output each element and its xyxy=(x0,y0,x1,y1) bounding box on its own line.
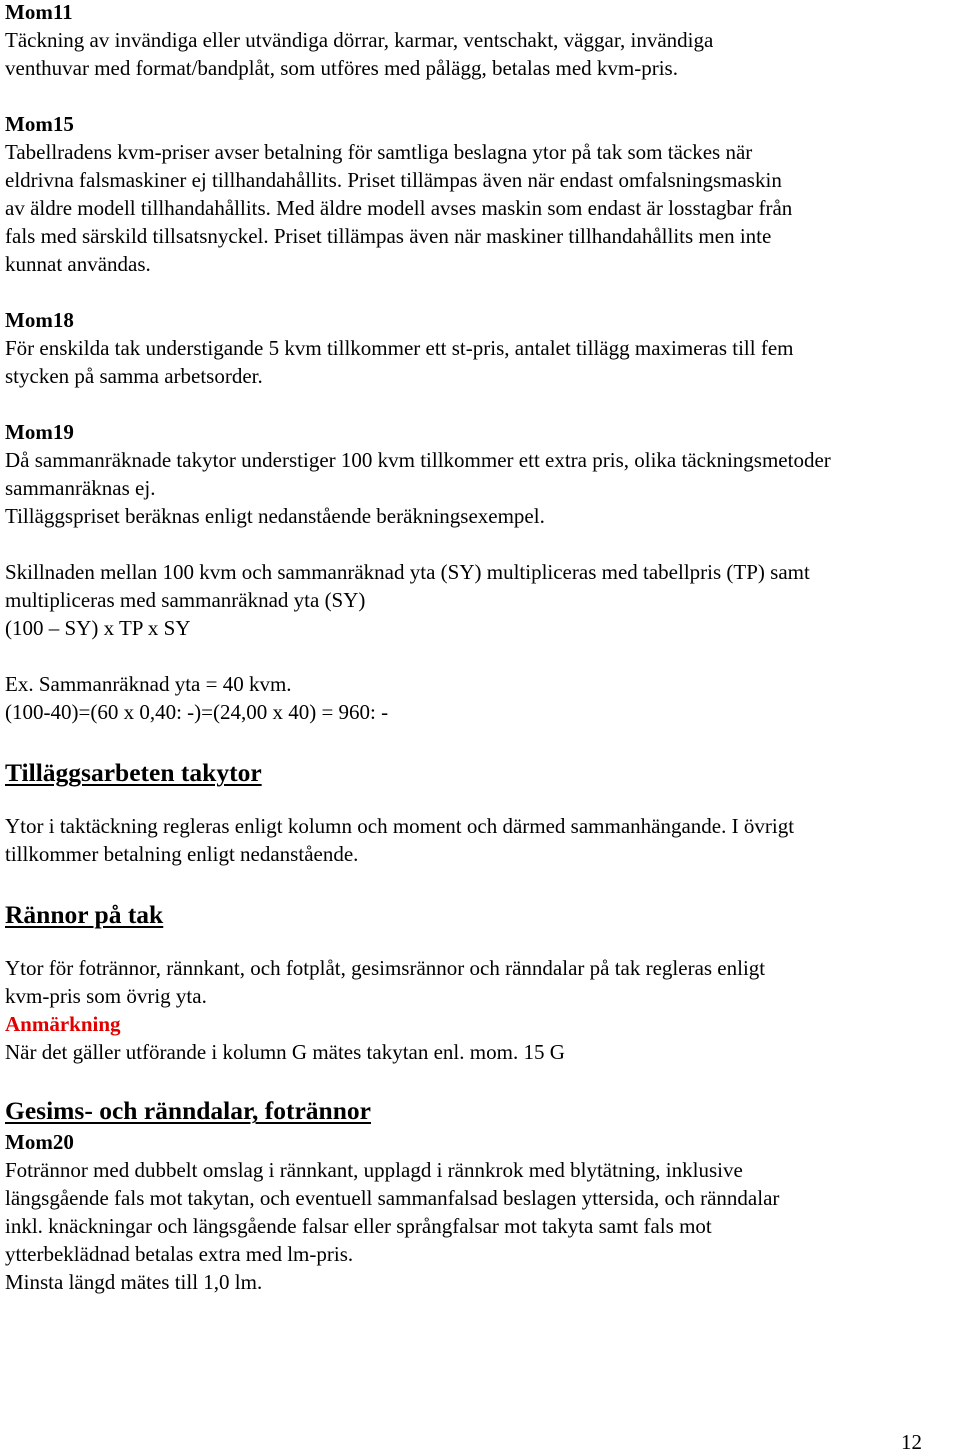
note-line: När det gäller utförande i kolumn G mätes takytan enl. mom. 15 G xyxy=(5,1040,565,1064)
mom15-line-5: kunnat användas. xyxy=(5,252,151,276)
heading-tillaggsarbeten: Tilläggsarbeten takytor xyxy=(5,758,262,787)
heading-gesims: Gesims- och ränndalar, fotrännor xyxy=(5,1096,371,1125)
calculation-line-1: Skillnaden mellan 100 kvm och sammanräknad yta (SY) multipliceras med tabellpris (TP) samt xyxy=(5,560,810,584)
mom20-line-1: Fotrännor med dubbelt omslag i rännkant, upplagd i rännkrok med blytätning, inklusive xyxy=(5,1158,743,1182)
section-gesims xyxy=(5,1094,945,1296)
mom11-title: Mom11 xyxy=(5,0,73,24)
mom15-title: Mom15 xyxy=(5,112,74,136)
mom15-line-3: av äldre modell tillhandahållits. Med äldre modell avses maskin som endast är losstagbar från xyxy=(5,196,793,220)
example-line-2: (100-40)=(60 x 0,40: -)=(24,00 x 40) = 960: - xyxy=(5,700,389,724)
mom20-line-4: ytterbeklädnad betalas extra med lm-pris. xyxy=(5,1242,354,1266)
rannor-line-1: Ytor för fotrännor, rännkant, och fotplåt, gesimsrännor och ränndalar på tak regleras enligt xyxy=(5,956,766,980)
mom19-line-1: Då sammanräknade takytor understiger 100 kvm tillkommer ett extra pris, olika täckningsmetoder xyxy=(5,448,831,472)
section-mom19 xyxy=(5,418,945,530)
rannor-line-2: kvm-pris som övrig yta. xyxy=(5,984,207,1008)
note-label: Anmärkning xyxy=(5,1012,121,1036)
tillagg-line-2: tillkommer betalning enligt nedanstående. xyxy=(5,842,359,866)
document-page xyxy=(5,0,945,1296)
tillagg-line-1: Ytor i taktäckning regleras enligt kolumn och moment och därmed sammanhängande. I övrigt xyxy=(5,814,795,838)
page-number: 12 xyxy=(901,1430,922,1454)
mom19-title: Mom19 xyxy=(5,420,74,444)
mom15-line-1: Tabellradens kvm-priser avser betalning för samtliga beslagna ytor på tak som täckes när xyxy=(5,140,753,164)
heading-rannor: Rännor på tak xyxy=(5,900,164,929)
mom19-line-3: Tilläggspriset beräknas enligt nedanstående beräkningsexempel. xyxy=(5,504,545,528)
mom20-line-3: inkl. knäckningar och längsgående falsar eller språngfalsar mot takyta samt fals mot xyxy=(5,1214,712,1238)
section-rannor xyxy=(5,898,945,1066)
mom19-line-2: sammanräknas ej. xyxy=(5,476,156,500)
mom15-line-4: fals med särskild tillsatsnyckel. Priset tillämpas även när maskiner tillhandahållits men inte xyxy=(5,224,772,248)
mom20-line-2: längsgående fals mot takytan, och eventuell sammanfalsad beslagen yttersida, och ränndalar xyxy=(5,1186,780,1210)
section-example xyxy=(5,670,945,726)
mom18-line-1: För enskilda tak understigande 5 kvm tillkommer ett st-pris, antalet tillägg maximeras till fem xyxy=(5,336,794,360)
mom18-title: Mom18 xyxy=(5,308,74,332)
section-tillaggsarbeten xyxy=(5,756,945,868)
section-mom11 xyxy=(5,0,945,82)
mom11-line-1: Täckning av invändiga eller utvändiga dörrar, karmar, ventschakt, väggar, invändiga xyxy=(5,28,714,52)
example-line-1: Ex. Sammanräknad yta = 40 kvm. xyxy=(5,672,292,696)
mom18-line-2: stycken på samma arbetsorder. xyxy=(5,364,263,388)
mom20-line-5: Minsta längd mätes till 1,0 lm. xyxy=(5,1270,263,1294)
section-mom18 xyxy=(5,306,945,390)
section-calculation xyxy=(5,558,945,642)
mom15-line-2: eldrivna falsmaskiner ej tillhandahållits. Priset tillämpas även när endast omfalsningsmaskin xyxy=(5,168,782,192)
mom11-line-2: venthuvar med format/bandplåt, som utföres med pålägg, betalas med kvm-pris. xyxy=(5,56,678,80)
calculation-line-2: multipliceras med sammanräknad yta (SY) xyxy=(5,588,366,612)
mom20-title: Mom20 xyxy=(5,1130,74,1154)
calculation-formula: (100 – SY) x TP x SY xyxy=(5,616,191,640)
section-mom15 xyxy=(5,110,945,278)
